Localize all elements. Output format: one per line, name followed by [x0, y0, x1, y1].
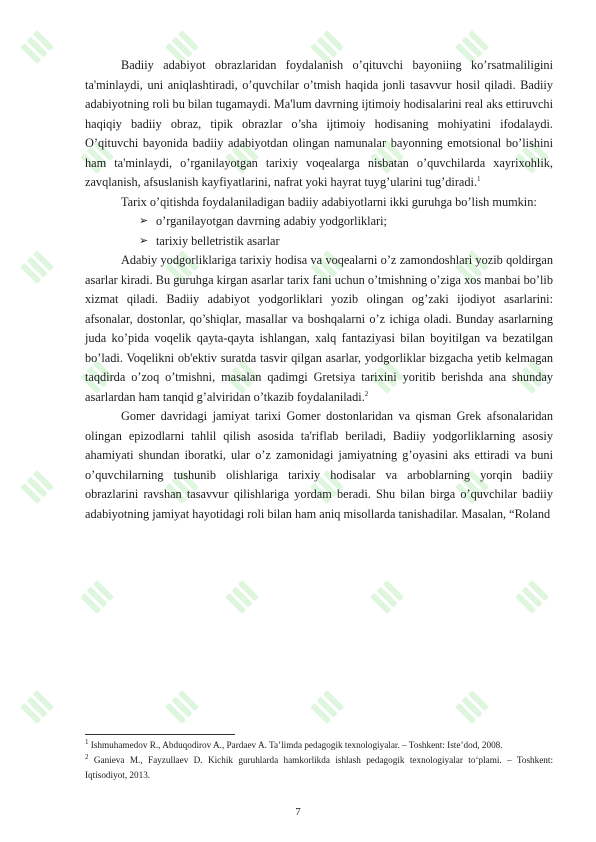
footnote-number: 2 [85, 752, 89, 761]
watermark-mark [310, 690, 344, 724]
watermark-mark [20, 30, 54, 64]
bullet-list [85, 212, 553, 251]
list-item [85, 232, 553, 252]
footnote-ref-2[interactable]: 2 [364, 389, 369, 398]
watermark-mark [455, 690, 489, 724]
watermark-mark [165, 690, 199, 724]
footnote-2 [85, 753, 553, 783]
footnote-ref-1[interactable]: 1 [477, 174, 481, 183]
watermark-mark [370, 580, 404, 614]
paragraph-4: Gomer davridagi jamiyat tarixi Gomer dostonlaridan va qisman Grek afsonalaridan olingan epizodlarni tahlil qilish asosida ta'riflab beriladi, Badiiy yodgorliklarning asosiy ahamiyati shundan iboratki, ular o’z zamonidagi jamiyatning g’oyasini aks ettiradi va buni o’quvchilarning tushunib olishlariga tarixiy hodisalar va arboblarning yorqin badiiy obrazlarini ravshan tasavvur qilishlariga yordam beradi. Shu bilan birga o’quvchilar badiiy adabiyotning jamiyat hayotidagi roli bilan ham aniq misollarda tanishadilar. Masalan, “Roland [85, 409, 553, 521]
list-item-text: o’rganilayotgan davrning adabiy yodgorliklari; [156, 214, 387, 228]
list-item-text: tarixiy belletristik asarlar [156, 233, 280, 248]
footnotes [85, 734, 553, 783]
paragraph-1 [85, 56, 553, 193]
paragraph-3 [85, 251, 553, 407]
footnote-divider [85, 734, 235, 735]
watermark-mark [20, 250, 54, 284]
footnote-text: Ishmuhamedov R., Abduqodirov A., Pardaev A. Ta’limda pedagogik texnologiyalar. – Toshkent: Iste’dod, 2008. [90, 740, 503, 750]
watermark-mark [20, 690, 54, 724]
arrow-bullet-icon: ➢ [139, 234, 149, 247]
watermark-mark [20, 470, 54, 504]
paragraph-1-text: Badiiy adabiyot obrazlaridan foydalanish o’qituvchi bayoniing ko’rsatmaliligini ta'minlaydi, uni aniqlashtiradi, o’quvchilar o’tmish haqida jonli tasavvur hosil qiladi. Badiiy adabiyotning roli bu bilan tugamaydi. Ma'lum davrning ijtimoiy hodisalarini real aks ettiruvchi haqiqiy badiiy obraz, tipik obrazlar o’sha ijtimoiy hodisaning mohiyatini ifodalaydi. O’qituvchi bayonida badiiy adabiyotdan olingan namunalar bayonning emotsional bo’lishini ham ta'minlaydi, o’rganilayotgan tarixiy voqealarga nisbatan o’quvchilarda xayrixohlik, zavqlanish, afsuslanish kayfiyatlarini, nafrat yoki hayrat tuyg’ularini tug’diradi. [85, 58, 553, 189]
page-number: 7 [295, 806, 301, 818]
watermark-mark [515, 580, 549, 614]
footnote-number: 1 [85, 737, 89, 746]
watermark-mark [225, 580, 259, 614]
paragraph-2: Tarix o’qitishda foydalaniladigan badiiy adabiyotlarni ikki guruhga bo’lish mumkin: [121, 194, 537, 209]
arrow-bullet-icon: ➢ [139, 215, 149, 227]
watermark-mark [80, 580, 114, 614]
main-text [85, 56, 553, 524]
list-item [85, 212, 553, 232]
footnote-1 [85, 738, 553, 753]
paragraph-3-text: Adabiy yodgorliklariga tarixiy hodisa va voqealarni o’z zamondoshlari yozib qoldirgan asarlar kiradi. Bu guruhga kirgan asarlar tarix fani uchun o’tmishning o’ziga xos manbai bo’lib xizmat qiladi. Badiiy adabiyot yodgorliklari yozib olingan og’zaki ijodiyot asarlarini: afsonalar, dostonlar, qo’shiqlar, masallar va boshqalarni o’z ichiga oladi. Bunday asarlarning juda ko’pida voqelik qayta-qayta ishlangan, xalq fantaziyasi bilan boyitilgan va bezatilgan bo’ladi. Voqelikni ob'ektiv suratda tasvir qilgan asarlar, yodgorliklar bizgacha yetib kelmagan taqdirda o’zoq o’tmishni, masalan qadimgi Gretsiya tarixini yoritib berishda ana shunday asarlardan ham tanqid g’alviridan o’tkazib foydalaniladi. [85, 253, 553, 404]
footnote-text: Ganieva M., Fayzullaev D. Kichik guruhlarda hamkorlikda ishlash pedagogik texnologiyalar to‘plami. – Toshkent: Iqtisodiyot, 2013. [85, 755, 553, 780]
